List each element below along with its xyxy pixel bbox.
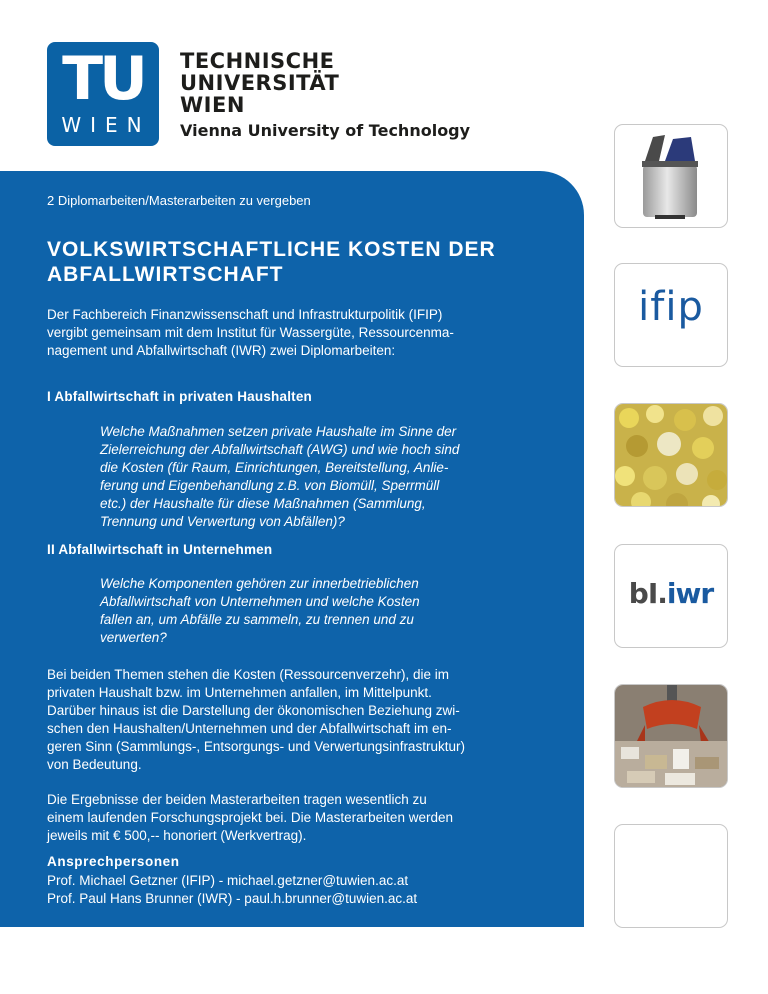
body-line: privaten Haushalt bzw. im Unternehmen anfallen, im Mittelpunkt. [47, 685, 432, 700]
question-line: Abfallwirtschaft von Unternehmen und welche Kosten [100, 594, 420, 609]
logo-tu-text: TU [62, 44, 144, 114]
university-name-line2: UNIVERSITÄT [180, 71, 340, 95]
content-panel [0, 171, 584, 927]
section1-heading: I Abfallwirtschaft in privaten Haushalten [47, 389, 312, 404]
body-paragraph-1 [47, 666, 465, 774]
title-line1: VOLKSWIRTSCHAFTLICHE KOSTEN DER [47, 238, 496, 261]
intro-line: Der Fachbereich Finanzwissenschaft und Infrastrukturpolitik (IFIP) [47, 307, 443, 322]
section1-question [100, 423, 540, 531]
body-line: schen den Haushalten/Unternehmen und der Abfallwirtschaft im en- [47, 721, 452, 736]
logo-wien-text: WIEN [61, 113, 151, 137]
question-line: etc.) der Haushalte für diese Maßnahmen (Sammlung, [100, 496, 426, 511]
body-line: einem laufenden Forschungsprojekt bei. Die Masterarbeiten werden [47, 810, 453, 825]
question-line: verwerten? [100, 630, 167, 645]
question-line: fallen an, um Abfälle zu sammeln, zu trennen und zu [100, 612, 414, 627]
ifip-logo-box [614, 263, 728, 367]
body-line: Bei beiden Themen stehen die Kosten (Ressourcenverzehr), die im [47, 667, 449, 682]
trash-bin-icon [615, 125, 728, 228]
section2-question [100, 575, 540, 647]
waste-crane-image [614, 684, 728, 788]
iwr-logo-part-a: bI. [628, 577, 667, 610]
empty-thumbnail [614, 824, 728, 928]
iwr-logo-part-b: iwr [666, 577, 714, 610]
kicker-text: 2 Diplomarbeiten/Masterarbeiten zu vergeben [47, 193, 311, 208]
body-line: von Bedeutung. [47, 757, 142, 772]
university-name [180, 50, 339, 116]
body-line: jeweils mit € 500,-- honoriert (Werkvertrag). [47, 828, 307, 843]
title-line2: ABFALLWIRTSCHAFT [47, 263, 284, 286]
tu-wien-logo [47, 42, 159, 146]
waste-pile-icon [615, 404, 728, 507]
body-line: Die Ergebnisse der beiden Masterarbeiten tragen wesentlich zu [47, 792, 427, 807]
waste-crane-icon [615, 685, 728, 788]
waste-bin-image [614, 124, 728, 228]
university-name-english: Vienna University of Technology [180, 121, 471, 140]
question-line: Trennung und Verwertung von Abfällen)? [100, 514, 345, 529]
section2-heading: II Abfallwirtschaft in Unternehmen [47, 542, 273, 557]
iwr-logo-box [614, 544, 728, 648]
intro-line: nagement und Abfallwirtschaft (IWR) zwei Diplomarbeiten: [47, 343, 396, 358]
question-line: die Kosten (für Raum, Einrichtungen, Bereitstellung, Anlie- [100, 460, 449, 475]
question-line: Welche Komponenten gehören zur innerbetrieblichen [100, 576, 419, 591]
question-line: ferung und Eigenbehandlung z.B. von Biomüll, Sperrmüll [100, 478, 440, 493]
waste-pile-image [614, 403, 728, 507]
body-line: geren Sinn (Sammlungs-, Entsorgungs- und Verwertungsinfrastruktur) [47, 739, 465, 754]
contact-getzner: Prof. Michael Getzner (IFIP) - michael.getzner@tuwien.ac.at [47, 873, 409, 888]
intro-paragraph [47, 306, 454, 360]
question-line: Zielerreichung der Abfallwirtschaft (AWG) und wie hoch sind [100, 442, 460, 457]
page-title [47, 237, 496, 287]
iwr-logo [615, 577, 727, 610]
body-paragraph-2 [47, 791, 453, 845]
university-name-line1: TECHNISCHE [180, 49, 335, 73]
ifip-logo: ifip [638, 284, 704, 330]
contact-brunner: Prof. Paul Hans Brunner (IWR) - paul.h.brunner@tuwien.ac.at [47, 891, 418, 906]
university-name-line3: WIEN [180, 93, 245, 117]
question-line: Welche Maßnahmen setzen private Haushalte im Sinne der [100, 424, 457, 439]
body-line: Darüber hinaus ist die Darstellung der ökonomischen Beziehung zwi- [47, 703, 460, 718]
contact-heading: Ansprechpersonen [47, 854, 180, 869]
intro-line: vergibt gemeinsam mit dem Institut für Wassergüte, Ressourcenma- [47, 325, 454, 340]
